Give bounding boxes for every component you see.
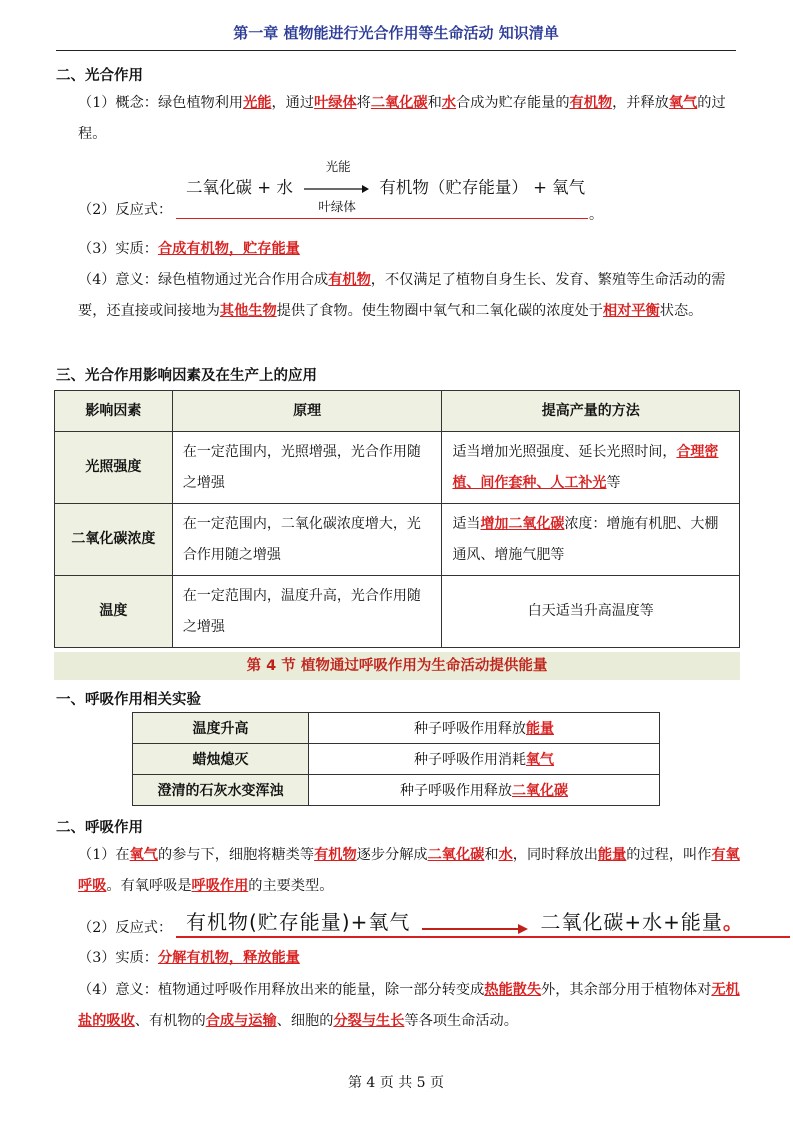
header-rule	[56, 50, 736, 51]
respiration-experiments-table	[132, 712, 660, 806]
table-row: 温度 在一定范围内，温度升高，光合作用随之增强 白天适当升高温度等	[55, 576, 740, 648]
reaction-arrow: 光能 叶绿体	[302, 179, 370, 199]
photosynthesis-essence: （3）实质：合成有机物，贮存能量	[78, 241, 300, 257]
page-header: 第一章 植物能进行光合作用等生命活动 知识清单	[233, 24, 559, 42]
table-row: 二氧化碳浓度 在一定范围内，二氧化碳浓度增大，光合作用随之增强 适当增加二氧化碳浓度：增施有机肥、大棚通风、增施气肥等	[55, 504, 740, 576]
factors-table	[54, 390, 740, 648]
table-row: 光照强度 在一定范围内，光照增强，光合作用随之增强 适当增加光照强度、延长光照时间，合理密植、间作套种、人工补光等	[55, 432, 740, 504]
respiration-significance: （4）意义：植物通过呼吸作用释放出来的能量，除一部分转变成热能散失外，其余部分用于植物体对无机盐的吸收、有机物的合成与运输、细胞的分裂与生长等各项生命活动。	[78, 982, 740, 1029]
respiration-concept: （1）在氧气的参与下，细胞将糖类等有机物逐步分解成二氧化碳和水，同时释放出能量的过程，叫作有氧呼吸。有氧呼吸是呼吸作用的主要类型。	[78, 847, 740, 894]
photosynthesis-equation: （2）反应式： 二氧化碳 + 水 光能 叶绿体 有机物（贮存能量） + 氧气 。	[78, 158, 603, 223]
answer-underline	[176, 936, 790, 938]
arrow-right-icon	[302, 179, 370, 199]
reaction-arrow	[420, 917, 530, 931]
table-row: 蜡烛熄灭 种子呼吸作用消耗氧气	[133, 744, 660, 775]
equation-label: （2）反应式：	[78, 202, 173, 218]
photosynthesis-concept: （1）概念：绿色植物利用光能，通过叶绿体将二氧化碳和水合成为贮存能量的有机物，并释放氧气的过程。	[78, 95, 726, 142]
table-row: 澄清的石灰水变浑浊 种子呼吸作用释放二氧化碳	[133, 775, 660, 806]
table-header-row: 影响因素 原理 提高产量的方法	[55, 391, 740, 432]
heading-respiration-experiments: 一、呼吸作用相关实验	[56, 692, 201, 708]
respiration-equation: （2）反应式： 有机物(贮存能量)+氧气 二氧化碳+水+能量。	[56, 904, 746, 944]
arrow-right-icon	[420, 922, 530, 936]
heading-photosynthesis: 二、光合作用	[56, 68, 143, 84]
photosynthesis-significance: （4）意义：绿色植物通过光合作用合成有机物，不仅满足了植物自身生长、发育、繁殖等生命活动的需要，还直接或间接地为其他生物提供了食物。使生物圈中氧气和二氧化碳的浓度处于相对平衡状态。	[78, 272, 726, 319]
answer-underline	[176, 218, 588, 219]
table-row: 温度升高 种子呼吸作用释放能量	[133, 713, 660, 744]
heading-respiration: 二、呼吸作用	[56, 820, 143, 836]
section-4-title: 第 4 节 植物通过呼吸作用为生命活动提供能量	[54, 652, 740, 680]
equation-text: 二氧化碳 + 水 光能 叶绿体 有机物（贮存能量） + 氧气	[186, 158, 586, 214]
page-footer: 第 4 页 共 5 页	[347, 1075, 445, 1091]
respiration-essence: （3）实质：分解有机物，释放能量	[78, 950, 300, 966]
heading-factors: 三、光合作用影响因素及在生产上的应用	[56, 368, 317, 384]
